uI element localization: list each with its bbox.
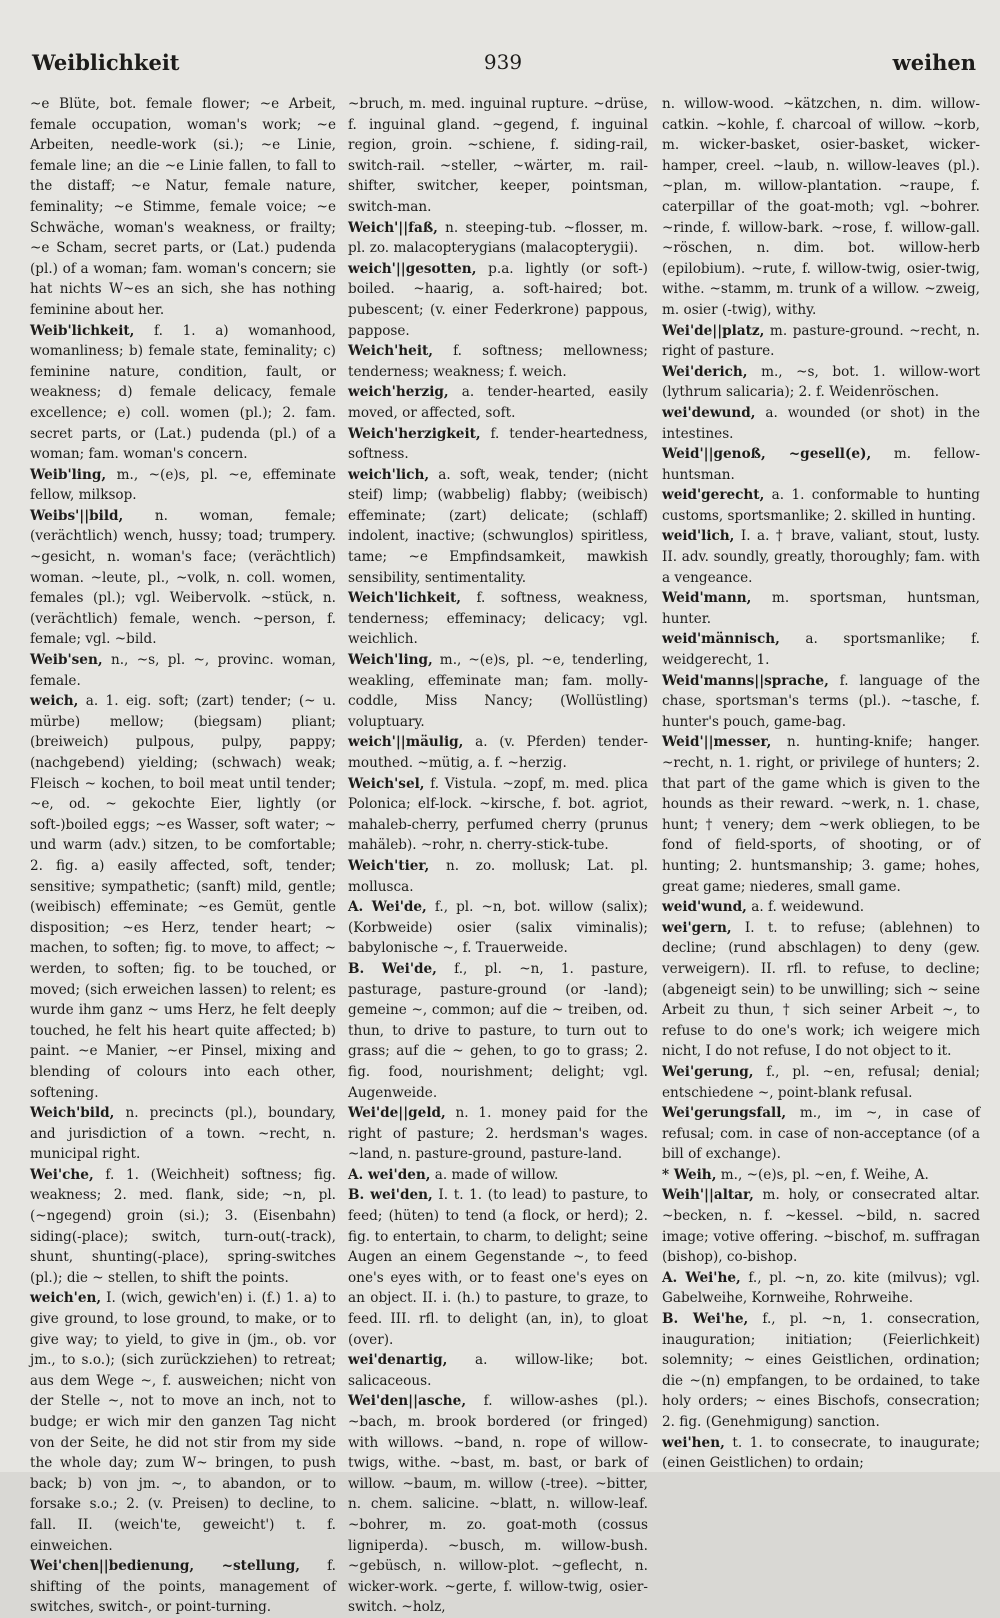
definition-text: ~bruch, m. med. inguinal rupture. ~drüse, f. inguinal gland. ~gegend, f. inguinal region, groin. ~schiene, f. siding-rail, switch-rail. ~steller, ~wärter, m. rail-shifter, switcher, keeper, pointsman, switch-man.: [348, 96, 648, 215]
definition-text: m. fellow-huntsman.: [662, 446, 980, 483]
dictionary-entry: [348, 341, 648, 382]
headword: wei'dewund,: [662, 404, 756, 421]
dictionary-entry: [662, 1103, 980, 1165]
page-header: [28, 44, 978, 88]
headword: weich'lich,: [348, 466, 430, 483]
dictionary-entry: [662, 897, 980, 918]
headword: Weih'||altar,: [662, 1187, 754, 1204]
definition-text: f., pl. ~n, bot. willow (salix); (Korbweide) osier (salix viminalis); babylonische ~, f. Trauerweide.: [348, 899, 649, 957]
definition-text: m., ~(e)s, pl. ~en, f. Weihe, A.: [716, 1166, 929, 1183]
dictionary-entry: [348, 218, 648, 259]
definition-text: f. tender-heartedness, softness.: [348, 425, 648, 463]
dictionary-entry: [348, 732, 648, 773]
header-left-catchword: Weiblichkeit: [32, 50, 180, 75]
definition-text: a. 1. conformable to hunting customs, sportsmanlike; 2. skilled in hunting.: [662, 487, 980, 524]
definition-text: m., ~(e)s, pl. ~e, tenderling, weakling, effeminate man; fam. molly-coddle, Miss Nancy; (Wollüstling) voluptuary.: [348, 652, 648, 730]
dictionary-entry: [30, 506, 336, 650]
definition-text: I. a. † brave, valiant, stout, lusty. II. adv. soundly, greatly, thoroughly; fam. with a vengeance.: [662, 528, 980, 586]
headword: wei'hen,: [662, 1434, 725, 1451]
headword: Weich'bild,: [30, 1105, 115, 1122]
headword: Weibs'||bild,: [30, 507, 124, 524]
dictionary-entry: [662, 1268, 980, 1309]
dictionary-entry: [662, 1433, 980, 1474]
dictionary-entry: [30, 465, 336, 506]
headword: Weid'||messer,: [662, 734, 772, 751]
definition-text: I. t. to refuse; (ablehnen) to decline; (rund abschlagen) to deny (gew. verweigern). II. rfl. to refuse, to decline; (abgeneigt sein) to be unwilling; sich ~ seine Arbeit zu thun, † sich seiner Arbeit ~, to refuse to do one's work; ich weigere mich nicht, I do not refuse, I do not object to it.: [662, 919, 980, 1060]
headword: Wei'de||platz,: [662, 322, 765, 339]
headword: Wei'chen||bedienung, ~stellung,: [30, 1558, 300, 1575]
dictionary-entry: [348, 1165, 648, 1186]
dictionary-entry: [662, 1185, 980, 1267]
headword: weich,: [30, 693, 79, 710]
definition-text: f. softness; mellowness; tenderness; weakness; f. weich.: [348, 343, 648, 380]
definition-text: f. softness, weakness, tenderness; effeminacy; delicacy; vgl. weichlich.: [348, 590, 648, 648]
definition-text: n. hunting-knife; hanger. ~recht, n. 1. right, or privilege of hunters; 2. that part of the game which is given to the hounds as their reward. ~werk, n. 1. chase, hunt; † venery; dem ~werk obliegen, to be fond of field-sports, of shooting, or of hunting; 2. huntsmanship; 3. game; hohes, great game; niederes, small game.: [662, 734, 980, 895]
dictionary-entry: [30, 1556, 336, 1618]
definition-text: I. t. 1. (to lead) to pasture, to feed; (hüten) to tend (a flock, or herd); 2. fig. to entertain, to charm, to delight; seine Augen an einem Gegenstande ~, to feed one's eyes with, or to feast one's eyes on an object. II. i. (h.) to pasture, to graze, to feed. III. rfl. to delight (an, in), to gloat (over).: [348, 1187, 648, 1348]
dictionary-entry: [662, 1309, 980, 1433]
headword: wei'denartig,: [348, 1352, 448, 1369]
headword: Weid'mann,: [662, 590, 752, 607]
dictionary-entry: [348, 588, 648, 650]
dictionary-entry: [662, 1062, 980, 1103]
dictionary-entry: [30, 321, 336, 465]
headword: B. Wei'he,: [662, 1311, 749, 1328]
headword: weid'wund,: [662, 899, 747, 916]
headword: Wei'gerungsfall,: [662, 1105, 787, 1122]
headword: B. Wei'de,: [348, 960, 437, 977]
dictionary-entry: [662, 403, 980, 444]
definition-text: n. zo. mollusk; Lat. pl. mollusca.: [348, 857, 648, 895]
definition-text: a. (v. Pferden) tender-mouthed. ~mütig, a. f. ~herzig.: [348, 734, 648, 771]
definition-text: f. willow-ashes (pl.). ~bach, m. brook bordered (or fringed) with willows. ~band, n. rope of willow-twigs, withe. ~bast, m. bast, or bark of willow. ~baum, m. willow (-tree). ~bitter, n. chem. salicine. ~blatt, n. willow-leaf. ~bohrer, m. zo. goat-moth (cossus ligniperda). ~busch, m. willow-bush. ~gebüsch, n. willow-plot. ~geflecht, n. wicker-work. ~gerte, f. willow-twig, osier-switch. ~holz,: [348, 1393, 648, 1616]
dictionary-entry: [348, 1103, 648, 1165]
dictionary-entry: [662, 526, 980, 588]
dictionary-entry: [348, 1391, 648, 1618]
definition-text: f., pl. ~n, 1. consecration, inauguration; initiation; (Feierlichkeit) solemnity; ~ eines Geistlichen, ordination; die ~(n) empfangen, to be ordained, to take holy orders; ~ eines Bischofs, consecration; 2. fig. (Genehmigung) sanction.: [662, 1311, 980, 1430]
definition-text: m., ~(e)s, pl. ~e, effeminate fellow, milksop.: [30, 466, 336, 504]
dictionary-entry: [348, 424, 648, 465]
dictionary-entry: [348, 382, 648, 423]
definition-text: a. sportsmanlike; f. weidgerecht, 1.: [662, 631, 980, 669]
dictionary-entry: [30, 1103, 336, 1165]
dictionary-entry: [662, 732, 980, 897]
definition-text: a. made of willow.: [430, 1166, 559, 1183]
definition-text: f., pl. ~n, 1. pasture, pasturage, pasture-ground (or -land); gemeine ~, common; auf die ~ treiben, od. thun, to drive to pasture, to turn out to grass; auf die ~ gehen, to go to grass; 2. fig. food, nourishment; delight; vgl. Augenweide.: [348, 960, 648, 1101]
headword: Wei'derich,: [662, 363, 748, 380]
definition-text: a. tender-hearted, easily moved, or affected, soft.: [348, 384, 648, 421]
dictionary-entry: [30, 1288, 336, 1556]
headword: Weid'manns||sprache,: [662, 672, 829, 689]
definition-text: m. pasture-ground. ~recht, n. right of pasture.: [662, 322, 980, 360]
headword: Weich'ling,: [348, 652, 433, 669]
definition-text: p.a. lightly (or soft-) boiled. ~haarig, a. soft-haired; bot. pubescent; (v. einer Federkrone) pappous, pappose.: [348, 260, 648, 339]
headword: A. wei'den,: [348, 1166, 431, 1183]
definition-text: I. (wich, gewich'en) i. (f.) 1. a) to give ground, to lose ground, to make, or to give way; to yield, to give in (jm., ob. vor jm., to s.o.); (sich zurückziehen) to retreat; aus dem Wege ~, f. ausweichen; nicht von der Stelle ~, not to move an inch, not to budge; er wich mir den ganzen Tag nicht von der Seite, he did not stir from my side the whole day; zum W~ bringen, to push back; b) von jm. ~, to abandon, or to forsake s.o.; 2. (v. Preisen) to decline, to fall. II. (weich'te, geweicht') t. f. einweichen.: [30, 1290, 336, 1554]
dictionary-entry: [662, 444, 980, 485]
definition-text: m. sportsman, huntsman, hunter.: [662, 590, 980, 627]
definition-text: f. language of the chase, sportsman's terms (pl.). ~tasche, f. hunter's pouch, game-bag.: [662, 672, 980, 730]
headword: A. Wei'he,: [662, 1269, 741, 1286]
dictionary-entry: [662, 1165, 980, 1186]
headword: Weib'lichkeit,: [30, 322, 135, 339]
column-3: [662, 94, 980, 1472]
definition-text: m., ~s, bot. 1. willow-wort (lythrum salicaria); 2. f. Weidenröschen.: [662, 363, 980, 401]
definition-text: f., pl. ~n, zo. kite (milvus); vgl. Gabelweihe, Kornweihe, Rohrweihe.: [662, 1269, 980, 1307]
headword: weich'||mäulig,: [348, 734, 464, 751]
definition-text: f. Vistula. ~zopf, m. med. plica Polonica; elf-lock. ~kirsche, f. bot. agriot, mahaleb-cherry, perfumed cherry (prunus mahäleb). ~rohr, n. cherry-stick-tube.: [348, 775, 648, 854]
headword: weid'lich,: [662, 528, 735, 545]
definition-text: n. woman, female; (verächtlich) wench, hussy; toad; trumpery. ~gesicht, n. woman's face; (verächtlich) woman. ~leute, pl., ~volk, n. coll. women, females (pl.); vgl. Weibervolk. ~stück, n. (verächtlich) female, wench. ~person, f. female; vgl. ~bild.: [30, 507, 336, 648]
headword: Weich'tier,: [348, 857, 430, 874]
dictionary-entry: [662, 485, 980, 526]
definition-text: a. wounded (or shot) in the intestines.: [662, 404, 980, 442]
headword: weid'gerecht,: [662, 487, 765, 504]
dictionary-entry: [662, 588, 980, 629]
definition-text: m. holy, or consecrated altar. ~becken, n. f. ~kessel. ~bild, n. sacred image; votive offering. ~bischof, m. suffragan (bishop), co-bishop.: [662, 1187, 980, 1266]
definition-text: a. soft, weak, tender; (nicht steif) limp; (wabbelig) flabby; (weibisch) effeminate; (zart) delicate; (schlaff) indolent, inactive; (schwunglos) spiritless, tame; ~e Empfindsamkeit, mawkish sensibility, sentimentality.: [348, 466, 648, 586]
dictionary-entry: [348, 774, 648, 856]
dictionary-entry: [662, 321, 980, 362]
dictionary-entry: [348, 465, 648, 589]
headword: Wei'den||asche,: [348, 1393, 467, 1410]
dictionary-entry: [662, 671, 980, 733]
definition-text: n. 1. money paid for the right of pasture; 2. herdsman's wages. ~land, n. pasture-ground, pasture-land.: [348, 1105, 648, 1163]
definition-text: n. precincts (pl.), boundary, and jurisdiction of a town. ~recht, n. municipal right.: [30, 1105, 336, 1163]
definition-text: t. 1. to consecrate, to inaugurate; (einen Geistlichen) to ordain;: [662, 1434, 980, 1472]
dictionary-entry: [30, 1165, 336, 1289]
headword: Weid'||genoß, ~gesell(e),: [662, 446, 872, 463]
definition-text: n. steeping-tub. ~flosser, m. pl. zo. malacopterygians (malacopterygii).: [348, 219, 648, 257]
dictionary-entry: [662, 362, 980, 403]
definition-text: n., ~s, pl. ~, provinc. woman, female.: [30, 652, 336, 689]
headword: Wei'gerung,: [662, 1063, 754, 1080]
page-number: 939: [483, 50, 523, 74]
column-1: [30, 94, 336, 1616]
headword: B. wei'den,: [348, 1187, 433, 1204]
column-2: [348, 94, 649, 1616]
definition-text: a. f. weidewund.: [746, 899, 865, 916]
dictionary-entry: [30, 94, 336, 321]
definition-text: f. 1. (Weichheit) softness; fig. weakness; 2. med. flank, side; ~n, pl. (~ngegend) groin (si.); 3. (Eisenbahn) siding(-place); switch, turn-out(-track), shunt, shunting(-place), spring-switches (pl.); die ~ stellen, to shift the points.: [30, 1166, 336, 1286]
definition-text: f., pl. ~en, refusal; denial; entschiedene ~, point-blank refusal.: [662, 1063, 980, 1101]
headword: Weich'lichkeit,: [348, 590, 462, 607]
headword: Wei'che,: [30, 1166, 94, 1183]
definition-text: f. shifting of the points, management of switches, switch-, or point-turning.: [30, 1558, 336, 1616]
dictionary-entry: [348, 650, 648, 732]
dictionary-entry: [662, 918, 980, 1062]
dictionary-entry: [30, 691, 336, 1103]
headword: weich'||gesotten,: [348, 260, 477, 277]
dictionary-entry: [662, 629, 980, 670]
definition-text: a. willow-like; bot. salicaceous.: [348, 1352, 648, 1389]
dictionary-entry: [348, 856, 648, 897]
header-right-catchword: weihen: [892, 50, 976, 75]
dictionary-entry: [348, 897, 648, 959]
definition-text: m., im ~, in case of refusal; com. in case of non-acceptance (of a bill of exchange).: [662, 1105, 980, 1163]
definition-text: n. willow-wood. ~kätzchen, n. dim. willow-catkin. ~kohle, f. charcoal of willow. ~korb, m. wicker-basket, osier-basket, wicker-hamper, creel. ~laub, n. willow-leaves (pl.). ~plan, m. willow-plantation. ~raupe, f. caterpillar of the goat-moth; vgl. ~bohrer. ~rinde, f. willow-bark. ~rose, f. willow-gall. ~röschen, n. dim. bot. willow-herb (epilobium). ~rute, f. willow-twig, osier-twig, withe. ~stamm, m. trunk of a willow. ~zweig, m. osier (-twig), withy.: [662, 96, 980, 318]
dictionary-entry: [348, 259, 648, 341]
dictionary-entry: [348, 959, 648, 1103]
headword: wei'gern,: [662, 919, 732, 936]
headword: Wei'de||geld,: [348, 1105, 446, 1122]
dictionary-entry: [348, 1350, 648, 1391]
definition-text: f. 1. a) womanhood, womanliness; b) female state, feminality; c) feminine nature, condition, fault, or weakness; d) female delicacy, female excellence; e) coll. women (pl.); 2. fam. secret parts, or (Lat.) pudenda (pl.) of a woman; fam. woman's concern.: [30, 322, 336, 463]
headword: Weich'||faß,: [348, 219, 438, 236]
dictionary-entry: [348, 1185, 648, 1350]
headword: Weich'herzigkeit,: [348, 425, 481, 442]
headword: weich'herzig,: [348, 384, 449, 401]
headword: weid'männisch,: [662, 631, 780, 648]
headword: Weib'ling,: [30, 466, 107, 483]
dictionary-entry: [662, 94, 980, 321]
definition-text: a. 1. eig. soft; (zart) tender; (~ u. mürbe) mellow; (biegsam) pliant; (breiweich) pulpous, pulpy, pappy; (nachgebend) yielding; (schwach) weak; Fleisch ~ kochen, to boil meat until tender; ~e, od. ~ gekochte Eier, lightly (or soft-)boiled eggs; ~es Wasser, soft water; ~ und warm (adv.) sitzen, to be comfortable; 2. fig. a) easily affected, soft, tender; sensitive; sympathetic; (sanft) mild, gentle; (weibisch) effeminate; ~es Gemüt, gentle disposition; ~es Herz, tender heart; ~ machen, to soften; fig. to move, to affect; ~ werden, to soften; fig. to be touched, or moved; (sich erweichen lassen) to relent; es wurde ihm ganz ~ ums Herz, he felt deeply touched, he felt his heart quite affected; b) paint. ~e Manier, ~er Pinsel, mixing and blending of colours into each other, softening.: [30, 693, 336, 1101]
dictionary-entry: [348, 94, 648, 218]
headword: weich'en,: [30, 1290, 102, 1307]
headword: A. Wei'de,: [348, 899, 427, 916]
headword: * Weih,: [662, 1166, 717, 1183]
headword: Weich'sel,: [348, 775, 425, 792]
columns: [30, 94, 980, 1616]
headword: Weib'sen,: [30, 652, 103, 669]
headword: Weich'heit,: [348, 343, 434, 360]
definition-text: ~e Blüte, bot. female flower; ~e Arbeit, female occupation, woman's work; ~e Arbeiten, needle-work (si.); ~e Linie, female line; an die ~e Linie fallen, to fall to the distaff; ~e Natur, female nature, feminality; ~e Stimme, female voice; ~e Schwäche, woman's weakness, or frailty; ~e Scham, secret parts, or (Lat.) pudenda (pl.) of a woman; fam. woman's concern; sie hat nichts W~es an sich, she has nothing feminine about her.: [30, 96, 336, 318]
dictionary-entry: [30, 650, 336, 691]
